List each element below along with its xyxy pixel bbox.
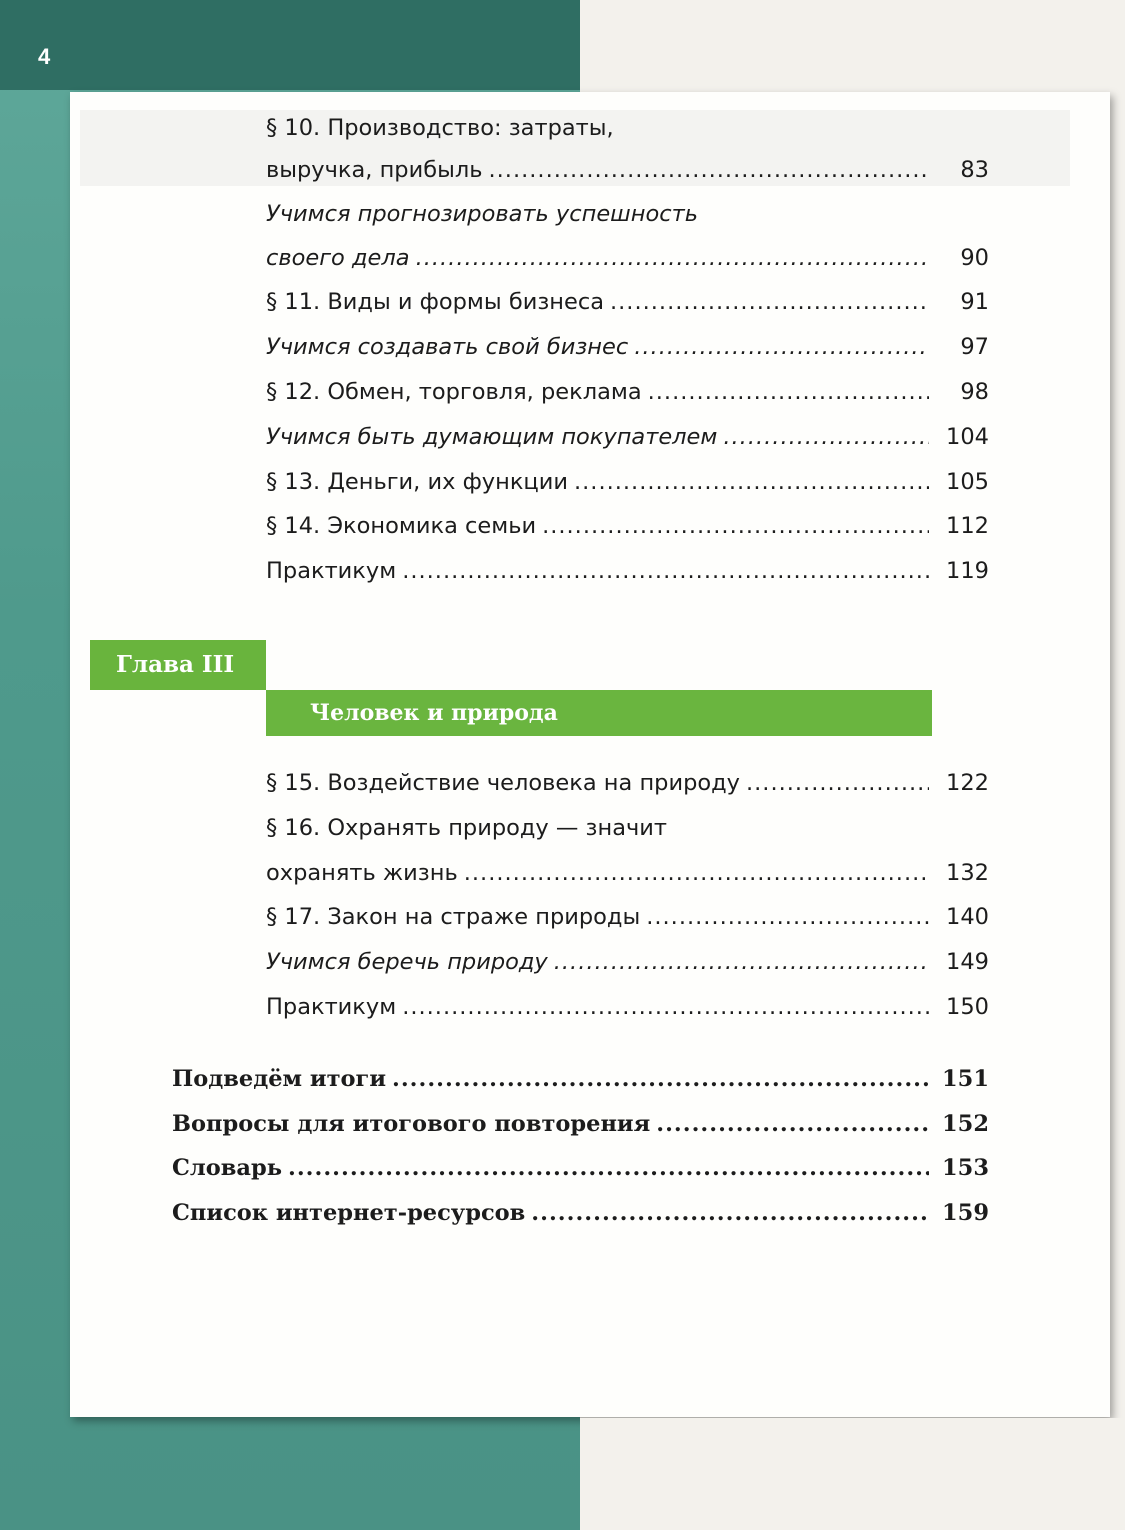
toc-page-number: 97 [960, 334, 989, 360]
page-number: 4 [38, 44, 51, 69]
toc-entry-protect-nature[interactable] [266, 942, 989, 982]
toc-page-number: 150 [946, 994, 989, 1020]
toc-page-number: 90 [960, 245, 989, 271]
leader-dots [746, 763, 929, 803]
toc-entry-14[interactable] [266, 506, 989, 546]
chapter-title[interactable]: Человек и природа [266, 690, 932, 736]
toc-entry-practicum[interactable] [266, 551, 989, 591]
toc-entry-label: Словарь [172, 1155, 282, 1181]
toc-entry-label: выручка, прибыль [266, 157, 483, 183]
toc-page-number: 98 [960, 379, 989, 405]
toc-entry-create-business[interactable] [266, 327, 989, 367]
toc-entry-forecast-line1: Учимся прогнозировать успешность [266, 201, 698, 227]
toc-entry-15[interactable] [266, 763, 989, 803]
leader-dots [554, 942, 929, 982]
leader-dots [531, 1193, 929, 1233]
toc-page-number: 149 [946, 949, 989, 975]
leader-dots [392, 1059, 929, 1099]
leader-dots [288, 1148, 929, 1188]
toc-entry-practicum-2[interactable] [266, 987, 989, 1027]
toc-entry-11[interactable] [266, 282, 989, 322]
leader-dots [610, 282, 929, 322]
leader-dots [646, 897, 929, 937]
toc-page-number: 132 [946, 860, 989, 886]
toc-entry-17[interactable] [266, 897, 989, 937]
toc-page-number: 151 [942, 1066, 989, 1092]
toc-entry-label: § 17. Закон на страже природы [266, 904, 641, 930]
toc-page-number: 105 [946, 469, 989, 495]
toc-entry-13[interactable] [266, 462, 989, 502]
leader-dots [489, 150, 930, 190]
page-bottom-margin [580, 1418, 1125, 1530]
toc-page-number: 91 [960, 289, 989, 315]
toc-entry-12[interactable] [266, 372, 989, 412]
toc-entry-16[interactable] [266, 853, 989, 893]
toc-entry-10-line1: § 10. Производство: затраты, [266, 115, 614, 141]
toc-page-number: 112 [946, 513, 989, 539]
toc-entry-label: § 12. Обмен, торговля, реклама [266, 379, 642, 405]
page-number-band [0, 0, 580, 90]
toc-entry-smart-buyer[interactable] [266, 417, 989, 457]
leader-dots [542, 506, 929, 546]
leader-dots [723, 417, 929, 457]
toc-entry-label: Вопросы для итогового повторения [172, 1111, 651, 1137]
leader-dots [402, 987, 929, 1027]
toc-entry-glossary[interactable] [172, 1148, 989, 1188]
leader-dots [464, 853, 929, 893]
toc-page-number: 119 [946, 558, 989, 584]
toc-entry-label: Подведём итоги [172, 1066, 387, 1092]
toc-page-number: 153 [942, 1155, 989, 1181]
toc-entry-label: § 14. Экономика семьи [266, 513, 537, 539]
toc-entry-16-line1: § 16. Охранять природу — значит [266, 815, 668, 841]
toc-page-number: 83 [960, 157, 989, 183]
toc-entry-10[interactable] [266, 150, 989, 190]
toc-entry-label: Список интернет-ресурсов [172, 1200, 526, 1226]
toc-entry-label: охранять жизнь [266, 860, 458, 886]
toc-page-number: 159 [942, 1200, 989, 1226]
toc-entry-label: § 13. Деньги, их функции [266, 469, 568, 495]
toc-page-number: 140 [946, 904, 989, 930]
toc-entry-label: § 15. Воздействие человека на природу [266, 770, 740, 796]
toc-page-number: 122 [946, 770, 989, 796]
toc-page-number: 104 [946, 424, 989, 450]
toc-entry-internet-resources[interactable] [172, 1193, 989, 1233]
leader-dots [416, 238, 929, 278]
toc-entry-label: Учимся беречь природу [266, 949, 548, 975]
leader-dots [574, 462, 929, 502]
toc-page-number: 152 [942, 1111, 989, 1137]
leader-dots [656, 1104, 929, 1144]
toc-entry-label: Практикум [266, 994, 397, 1020]
toc-entry-label: Учимся быть думающим покупателем [266, 424, 718, 450]
leader-dots [402, 551, 929, 591]
toc-entry-label: § 11. Виды и формы бизнеса [266, 289, 604, 315]
toc-entry-label: Учимся создавать свой бизнес [266, 334, 629, 360]
leader-dots [648, 372, 929, 412]
toc-entry-label: Практикум [266, 558, 397, 584]
chapter-label: Глава III [90, 640, 266, 690]
toc-entry-summary[interactable] [172, 1059, 989, 1099]
toc-entry-label: своего дела [266, 245, 410, 271]
toc-entry-review-questions[interactable] [172, 1104, 989, 1144]
leader-dots [634, 327, 929, 367]
toc-entry-forecast[interactable] [266, 238, 989, 278]
